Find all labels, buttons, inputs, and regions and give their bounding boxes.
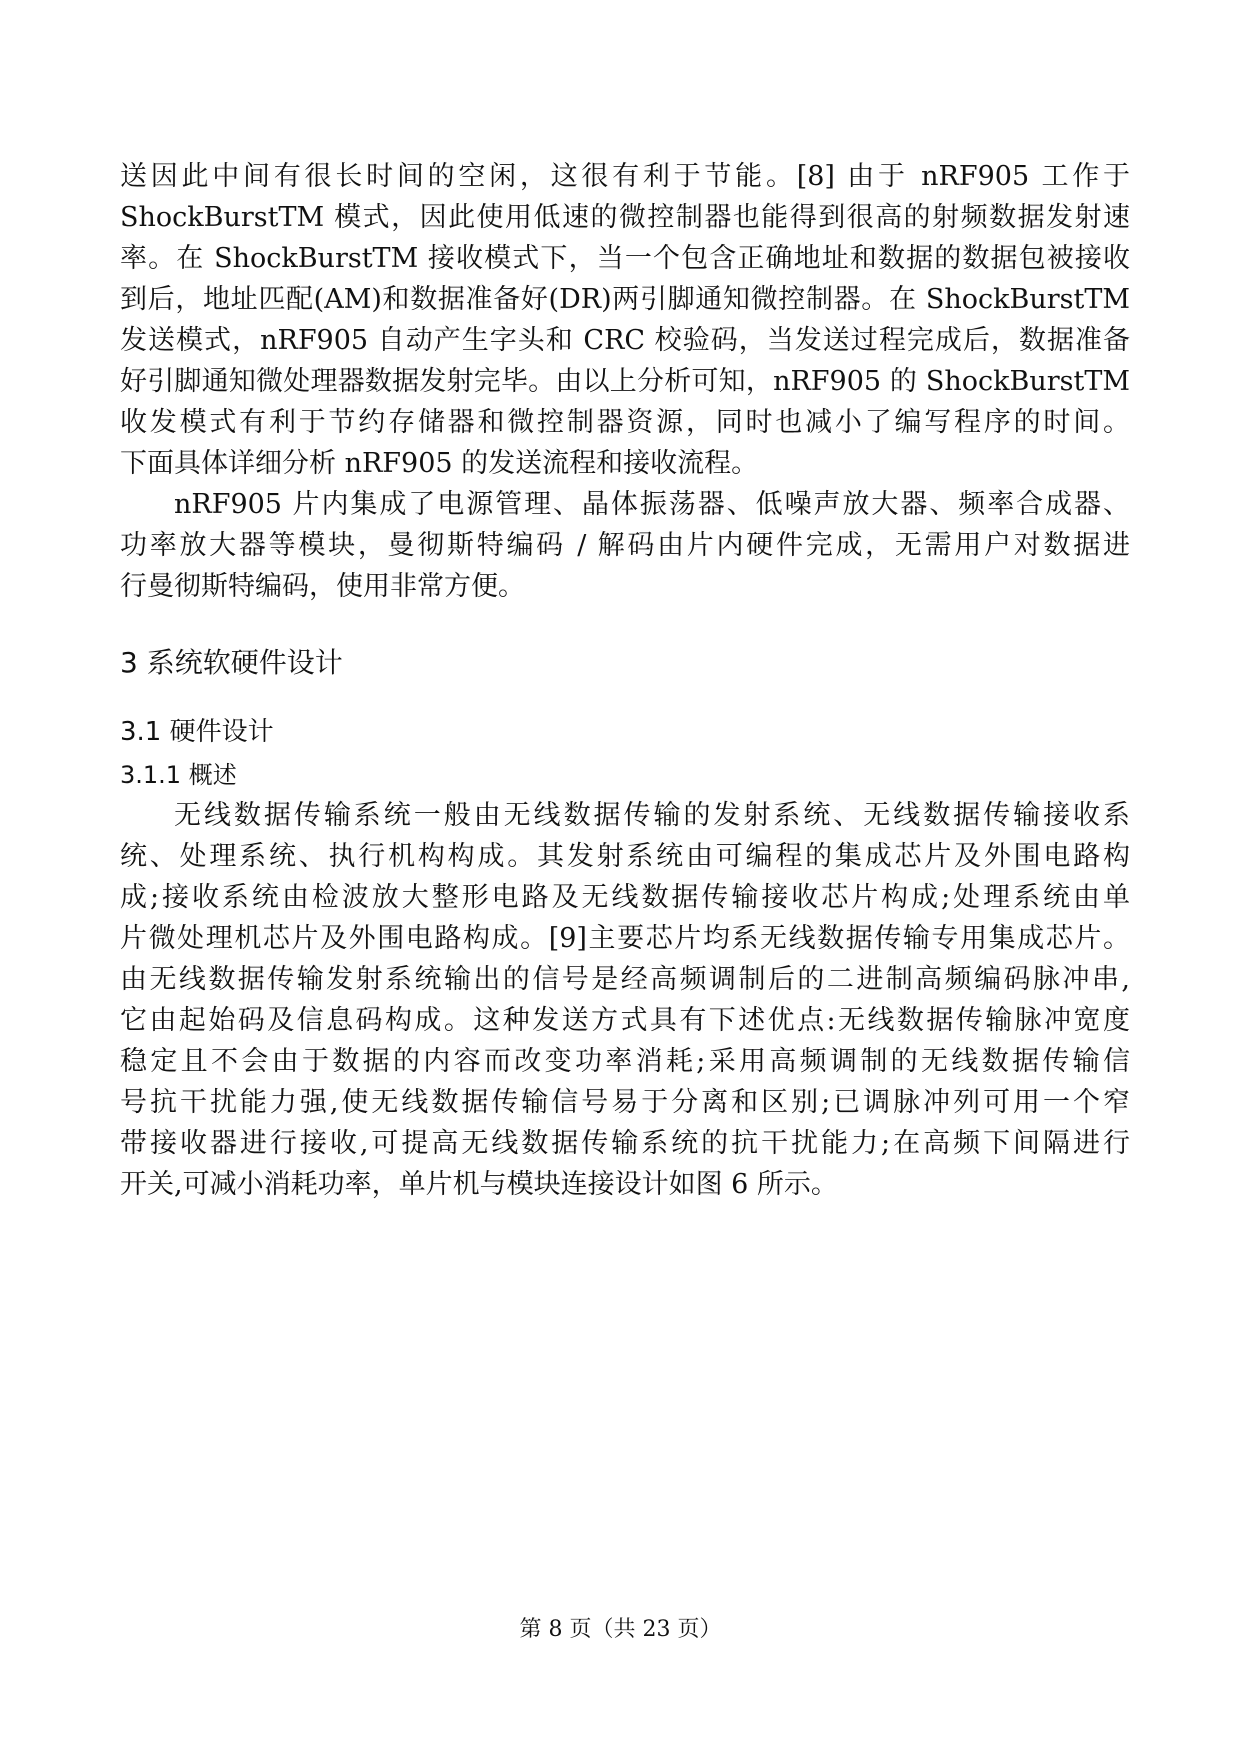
paragraph-line: 发送模式，nRF905 自动产生字头和 CRC 校验码，当发送过程完成后，数据准备	[120, 325, 1130, 356]
subsubsection-heading: 3.1.1 概述	[120, 761, 237, 789]
paragraph-line: 好引脚通知微处理器数据发射完毕。由以上分析可知，nRF905 的 ShockBurstTM	[120, 366, 1130, 397]
paragraph-line: 率。在 ShockBurstTM 接收模式下，当一个包含正确地址和数据的数据包被接收	[120, 243, 1130, 274]
paragraph-shockburst	[120, 156, 1130, 484]
paragraph-line: 统、处理系统、执行机构构成。其发射系统由可编程的集成芯片及外围电路构	[120, 841, 1130, 872]
paragraph-line: 它由起始码及信息码构成。这种发送方式具有下述优点:无线数据传输脉冲宽度	[120, 1005, 1130, 1036]
paragraph-line: 下面具体详细分析 nRF905 的发送流程和接收流程。	[120, 448, 759, 479]
paragraph-overview	[120, 795, 1130, 1205]
paragraph-line: 功率放大器等模块，曼彻斯特编码 / 解码由片内硬件完成，无需用户对数据进	[120, 530, 1130, 561]
subsection-heading: 3.1 硬件设计	[120, 717, 274, 747]
paragraph-line: 成;接收系统由检波放大整形电路及无线数据传输接收芯片构成;处理系统由单	[120, 882, 1130, 913]
page-number-footer: 第 8 页（共 23 页）	[519, 1617, 722, 1642]
section-heading: 3 系统软硬件设计	[120, 646, 343, 679]
paragraph-line: 片微处理机芯片及外围电路构成。[9]主要芯片均系无线数据传输专用集成芯片。	[120, 923, 1130, 954]
paragraph-line: 由无线数据传输发射系统输出的信号是经高频调制后的二进制高频编码脉冲串,	[120, 964, 1130, 995]
paragraph-line: 行曼彻斯特编码，使用非常方便。	[120, 571, 525, 602]
paragraph-line: 无线数据传输系统一般由无线数据传输的发射系统、无线数据传输接收系	[174, 800, 1130, 831]
paragraph-line: 收发模式有利于节约存储器和微控制器资源，同时也减小了编写程序的时间。	[120, 407, 1130, 438]
paragraph-line: 送因此中间有很长时间的空闲，这很有利于节能。[8] 由于 nRF905 工作于	[120, 161, 1130, 192]
paragraph-line: 到后，地址匹配(AM)和数据准备好(DR)两引脚通知微控制器。在 ShockBurstTM	[120, 284, 1130, 315]
paragraph-line: 带接收器进行接收,可提高无线数据传输系统的抗干扰能力;在高频下间隔进行	[120, 1128, 1130, 1159]
paragraph-line: 稳定且不会由于数据的内容而改变功率消耗;采用高频调制的无线数据传输信	[120, 1046, 1130, 1077]
paragraph-line: nRF905 片内集成了电源管理、晶体振荡器、低噪声放大器、频率合成器、	[174, 489, 1130, 520]
paragraph-line: 号抗干扰能力强,使无线数据传输信号易于分离和区别;已调脉冲列可用一个窄	[120, 1087, 1130, 1118]
paragraph-line: ShockBurstTM 模式，因此使用低速的微控制器也能得到很高的射频数据发射速	[120, 202, 1130, 233]
page-body	[120, 156, 1130, 1205]
paragraph-line: 开关,可减小消耗功率，单片机与模块连接设计如图 6 所示。	[120, 1169, 838, 1200]
paragraph-nrf905-integration	[120, 484, 1130, 607]
